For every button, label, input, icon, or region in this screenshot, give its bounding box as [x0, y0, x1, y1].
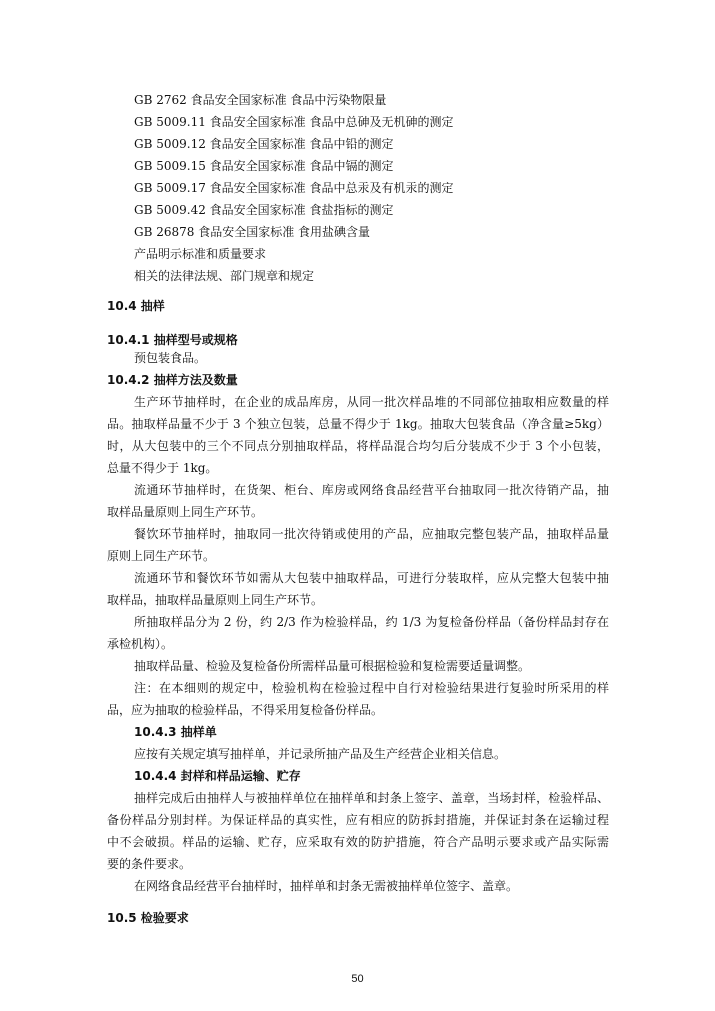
paragraph-line: 要的条件要求。 — [107, 857, 192, 871]
paragraph-line: 所抽取样品分为 2 份，约 2/3 作为检验样品，约 1/3 为复检备份样品（备份样品封存在 — [134, 615, 609, 629]
section-heading-10-4-1: 10.4.1 抽样型号或规格 — [107, 333, 238, 347]
paragraph-text: 应按有关规定填写抽样单，并记录所抽产品及生产经营企业相关信息。 — [134, 747, 507, 761]
standard-item: GB 5009.42 食品安全国家标准 食盐指标的测定 — [134, 203, 394, 217]
standard-item: GB 2762 食品安全国家标准 食品中污染物限量 — [134, 93, 387, 107]
standard-item: GB 5009.17 食品安全国家标准 食品中总汞及有机汞的测定 — [134, 181, 454, 195]
standard-item: GB 5009.12 食品安全国家标准 食品中铅的测定 — [134, 137, 394, 151]
paragraph-line: 总量不得少于 1kg。 — [107, 461, 218, 475]
section-heading-10-4-3: 10.4.3 抽样单 — [134, 725, 217, 739]
paragraph-line: 在网络食品经营平台抽样时，抽样单和封条无需被抽样单位签字、盖章。 — [134, 879, 519, 893]
paragraph-line: 承检机构）。 — [107, 637, 174, 651]
paragraph-line: 餐饮环节抽样时，抽取同一批次待销或使用的产品，应抽取完整包装产品，抽取样品量 — [134, 527, 609, 541]
paragraph-line: 取样品，抽取样品量原则上同生产环节。 — [107, 593, 324, 607]
section-heading-10-4: 10.4 抽样 — [107, 299, 165, 313]
standard-item: 相关的法律法规、部门规章和规定 — [134, 269, 315, 283]
paragraph-text: 预包装食品。 — [134, 351, 207, 365]
standard-item: GB 5009.11 食品安全国家标准 食品中总砷及无机砷的测定 — [134, 115, 454, 129]
note-line: 品，应为抽取的检验样品，不得采用复检备份样品。 — [107, 703, 384, 717]
standard-item: GB 5009.15 食品安全国家标准 食品中镉的测定 — [134, 159, 394, 173]
section-heading-10-4-2: 10.4.2 抽样方法及数量 — [107, 373, 238, 387]
section-heading-10-5: 10.5 检验要求 — [107, 911, 189, 925]
note-line: 注：在本细则的规定中，检验机构在检验过程中自行对检验结果进行复验时所采用的样 — [134, 681, 609, 695]
section-heading-10-4-4: 10.4.4 封样和样品运输、贮存 — [134, 769, 301, 783]
standard-item: 产品明示标准和质量要求 — [134, 247, 267, 261]
paragraph-line: 原则上同生产环节。 — [107, 549, 216, 563]
paragraph-line: 生产环节抽样时，在企业的成品库房，从同一批次样品堆的不同部位抽取相应数量的样 — [134, 395, 609, 409]
paragraph-line: 取样品量原则上同生产环节。 — [107, 505, 264, 519]
paragraph-line: 抽样完成后由抽样人与被抽样单位在抽样单和封条上签字、盖章，当场封样，检验样品、 — [134, 791, 609, 805]
paragraph-line: 流通环节和餐饮环节如需从大包装中抽取样品，可进行分装取样，应从完整大包装中抽 — [134, 571, 609, 585]
paragraph-line: 品。抽取样品量不少于 3 个独立包装，总量不得少于 1kg。抽取大包装食品（净含量≥5kg） — [107, 417, 609, 431]
paragraph-line: 时，从大包装中的三个不同点分别抽取样品，将样品混合均匀后分装成不少于 3 个小包装， — [107, 439, 609, 453]
paragraph-line: 中不会破损。样品的运输、贮存，应采取有效的防护措施，符合产品明示要求或产品实际需 — [107, 835, 609, 849]
paragraph-line: 抽取样品量、检验及复检备份所需样品量可根据检验和复检需要适量调整。 — [134, 659, 531, 673]
paragraph-line: 流通环节抽样时，在货架、柜台、库房或网络食品经营平台抽取同一批次待销产品，抽 — [134, 483, 609, 497]
paragraph-line: 备份样品分别封样。为保证样品的真实性，应有相应的防拆封措施，并保证封条在运输过程 — [107, 813, 609, 827]
standard-item: GB 26878 食品安全国家标准 食用盐碘含量 — [134, 225, 371, 239]
page-number: 50 — [351, 973, 364, 985]
